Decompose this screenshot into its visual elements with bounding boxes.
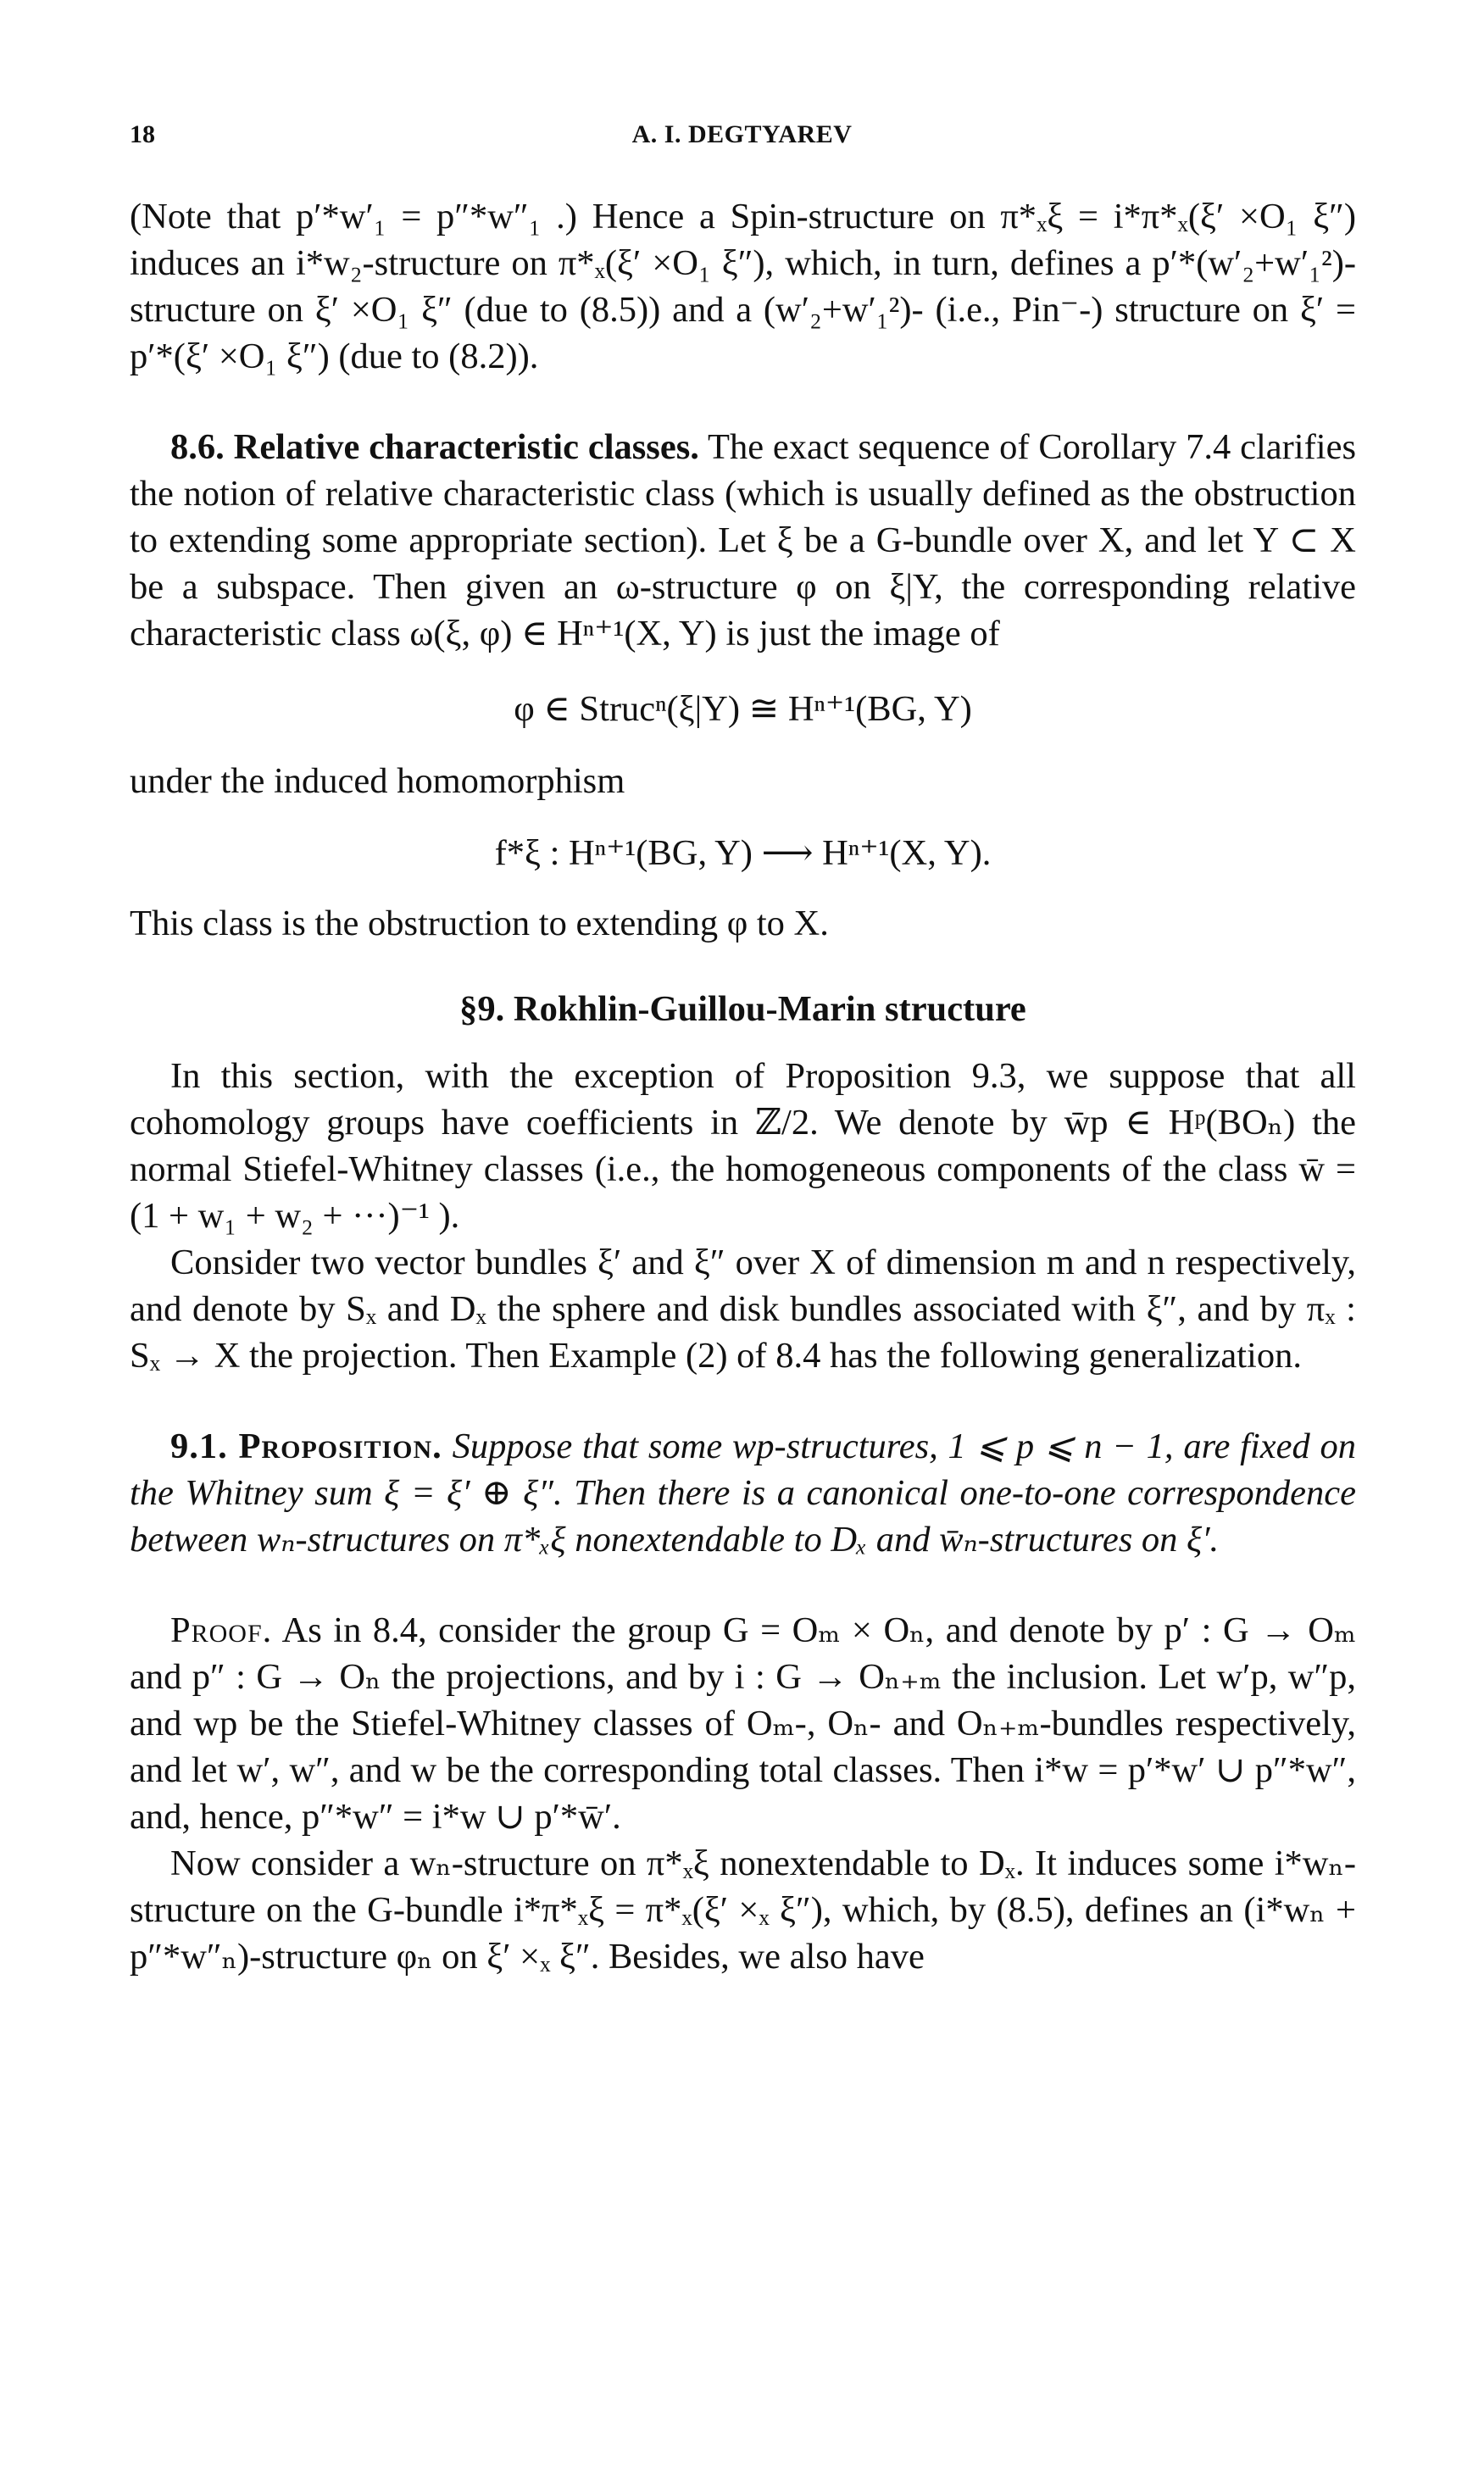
display-equation-homomorphism: f*ξ : Hⁿ⁺¹(BG, Y) ⟶ Hⁿ⁺¹(X, Y). <box>494 833 992 873</box>
running-title: A. I. DEGTYAREV <box>631 120 853 148</box>
section-9-paragraph-1: In this section, with the exception of Proposition 9.3, we suppose that all cohomology groups have coefficients in ℤ/2. We denote by w̄p ∈ Hᵖ(BOₙ) the normal Stiefel-Whitney classes (i.e., the homogeneous components of the class w̄ = (1 + w₁ + w₂ + ···)⁻¹ ). <box>130 1056 1356 1236</box>
induced-homomorphism-text: under the induced homomorphism <box>130 761 625 801</box>
section-8-6-heading: 8.6. Relative characteristic classes. <box>170 427 699 467</box>
page-body <box>130 193 1356 1980</box>
proposition-9-1 <box>130 1423 1356 1563</box>
proof-text-1: As in 8.4, consider the group G = Oₘ × Oₙ, and denote by p′ : G → Oₘ and p″ : G → Oₙ the projections, and by i : G → Oₙ₊ₘ the inclusion. Let w′p, w″p, and wp be the Stiefel-Whitney classes of Oₘ-, Oₙ- and Oₙ₊ₘ-bundles respectively, and let w′, w″, and w be the corresponding total classes. Then i*w = p′*w′ ∪ p″*w″, and, hence, p″*w″ = i*w ∪ p′*w̄′. <box>130 1610 1356 1837</box>
display-equation-struc: φ ∈ Strucⁿ(ξ|Y) ≅ Hⁿ⁺¹(BG, Y) <box>514 689 972 729</box>
section-9-paragraph-2: Consider two vector bundles ξ′ and ξ″ over X of dimension m and n respectively, and denote by Sₓ and Dₓ the sphere and disk bundles associated with ξ″, and by πₓ : Sₓ → X the projection. Then Example (2) of 8.4 has the following generalization. <box>130 1243 1356 1376</box>
section-9-heading: §9. Rokhlin-Guillou-Marin structure <box>459 989 1026 1029</box>
obstruction-sentence: This class is the obstruction to extending φ to X. <box>130 904 829 943</box>
proposition-9-1-label: 9.1. Proposition. <box>170 1426 442 1466</box>
proof-label: Proof. <box>170 1610 273 1650</box>
section-8-6-text: The exact sequence of Corollary 7.4 clarifies the notion of relative characteristic class (which is usually defined as the obstruction to extending some appropriate section). Let ξ be a G-bundle over X, and let Y ⊂ X be a subspace. Then given an ω-structure φ on ξ|Y, the corresponding relative characteristic class ω(ξ, φ) ∈ Hⁿ⁺¹(X, Y) is just the image of <box>130 427 1356 653</box>
running-head <box>130 120 1354 154</box>
section-8-6-paragraph <box>130 424 1356 657</box>
page-number: 18 <box>130 120 155 148</box>
proposition-9-1-statement: Suppose that some wp-structures, 1 ⩽ p ⩽ n − 1, are fixed on the Whitney sum ξ = ξ′ ⊕ ξ″. Then there is a canonical one-to-one correspondence between wₙ-structures on π*ₓξ nonextendable to Dₓ and w̄ₙ-structures on ξ′. <box>130 1426 1356 1560</box>
proof-paragraph-1 <box>130 1607 1356 1840</box>
proof-paragraph-2: Now consider a wₙ-structure on π*ₓξ nonextendable to Dₓ. It induces some i*wₙ-structure on the G-bundle i*π*ₓξ = π*ₓ(ξ′ ×ₓ ξ″), which, by (8.5), defines an (i*wₙ + p″*w″ₙ)-structure φₙ on ξ′ ×ₓ ξ″. Besides, we also have <box>130 1843 1356 1977</box>
intro-paragraph: (Note that p′*w′₁ = p″*w″₁ .) Hence a Spin-structure on π*ₓξ = i*π*ₓ(ξ′ ×O₁ ξ″) induces an i*w₂-structure on π*ₓ(ξ′ ×O₁ ξ″), which, in turn, defines a p′*(w′₂+w′₁²)-structure on ξ′ ×O₁ ξ″ (due to (8.5)) and a (w′₂+w′₁²)- (i.e., Pin⁻-) structure on ξ′ = p′*(ξ′ ×O₁ ξ″) (due to (8.2)). <box>130 197 1356 376</box>
